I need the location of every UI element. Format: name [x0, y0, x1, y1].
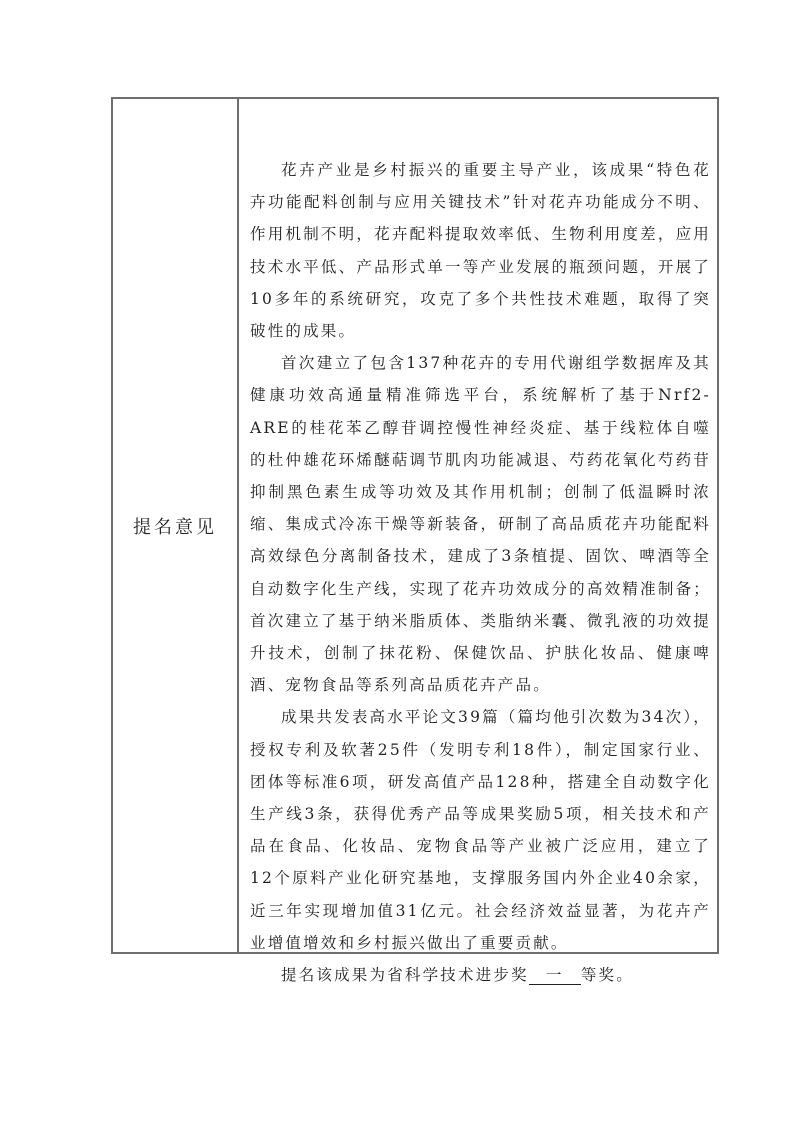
label-cell	[113, 99, 239, 952]
award-grade-field: 一	[529, 966, 581, 985]
nomination-prefix: 提名该成果为省科学技术进步奖	[281, 966, 529, 985]
paragraph-innovations: 首次建立了包含137种花卉的专用代谢组学数据库及其健康功效高通量精准筛选平台，系统解析了基于Nrf2-ARE的桂花苯乙醇苷调控慢性神经炎症、基于线粒体自噬的杜仲雄花环烯醚萜调节肌肉功能减退、芍药花氧化芍药苷抑制黑色素生成等功效及其作用机制；创制了低温瞬时浓缩、集成式冷冻干燥等新装备，研制了高品质花卉功能配料高效绿色分离制备技术，建成了3条植提、固饮、啤酒等全自动数字化生产线，实现了花卉功效成分的高效精准制备；首次建立了基于纳米脂质体、类脂纳米囊、微乳液的功效提升技术，创制了抹花粉、保健饮品、护肤化妆品、健康啤酒、宠物食品等系列高品质花卉产品。	[250, 354, 711, 695]
content-cell	[241, 99, 717, 985]
paragraph-outcomes: 成果共发表高水平论文39篇（篇均他引次数为34次），授权专利及软著25件（发明专利18件），制定国家行业、团体等标准6项，研发高值产品128种，搭建全自动数字化生产线3条，获得优秀产品等成果奖励5项，相关技术和产品在食品、化妆品、宠物食品等产业被广泛应用，建立了12个原料产业化研究基地，支撑服务国内外企业40余家，近三年实现增加值31亿元。社会经济效益显著，为花卉产业增值增效和乡村振兴做出了重要贡献。	[250, 708, 711, 952]
nomination-opinion-label: 提名意见	[133, 516, 217, 538]
paragraph-background: 花卉产业是乡村振兴的重要主导产业，该成果“特色花卉功能配料创制与应用关键技术”针对花卉功能成分不明、作用机制不明，花卉配料提取效率低、生物利用度差，应用技术水平低、产品形式单一等产业发展的瓶颈问题，开展了10多年的系统研究，攻克了多个共性技术难题，取得了突破性的成果。	[250, 161, 711, 341]
nomination-statement	[250, 959, 711, 991]
nomination-suffix: 等奖。	[580, 966, 634, 985]
nomination-opinion-table	[111, 97, 719, 985]
